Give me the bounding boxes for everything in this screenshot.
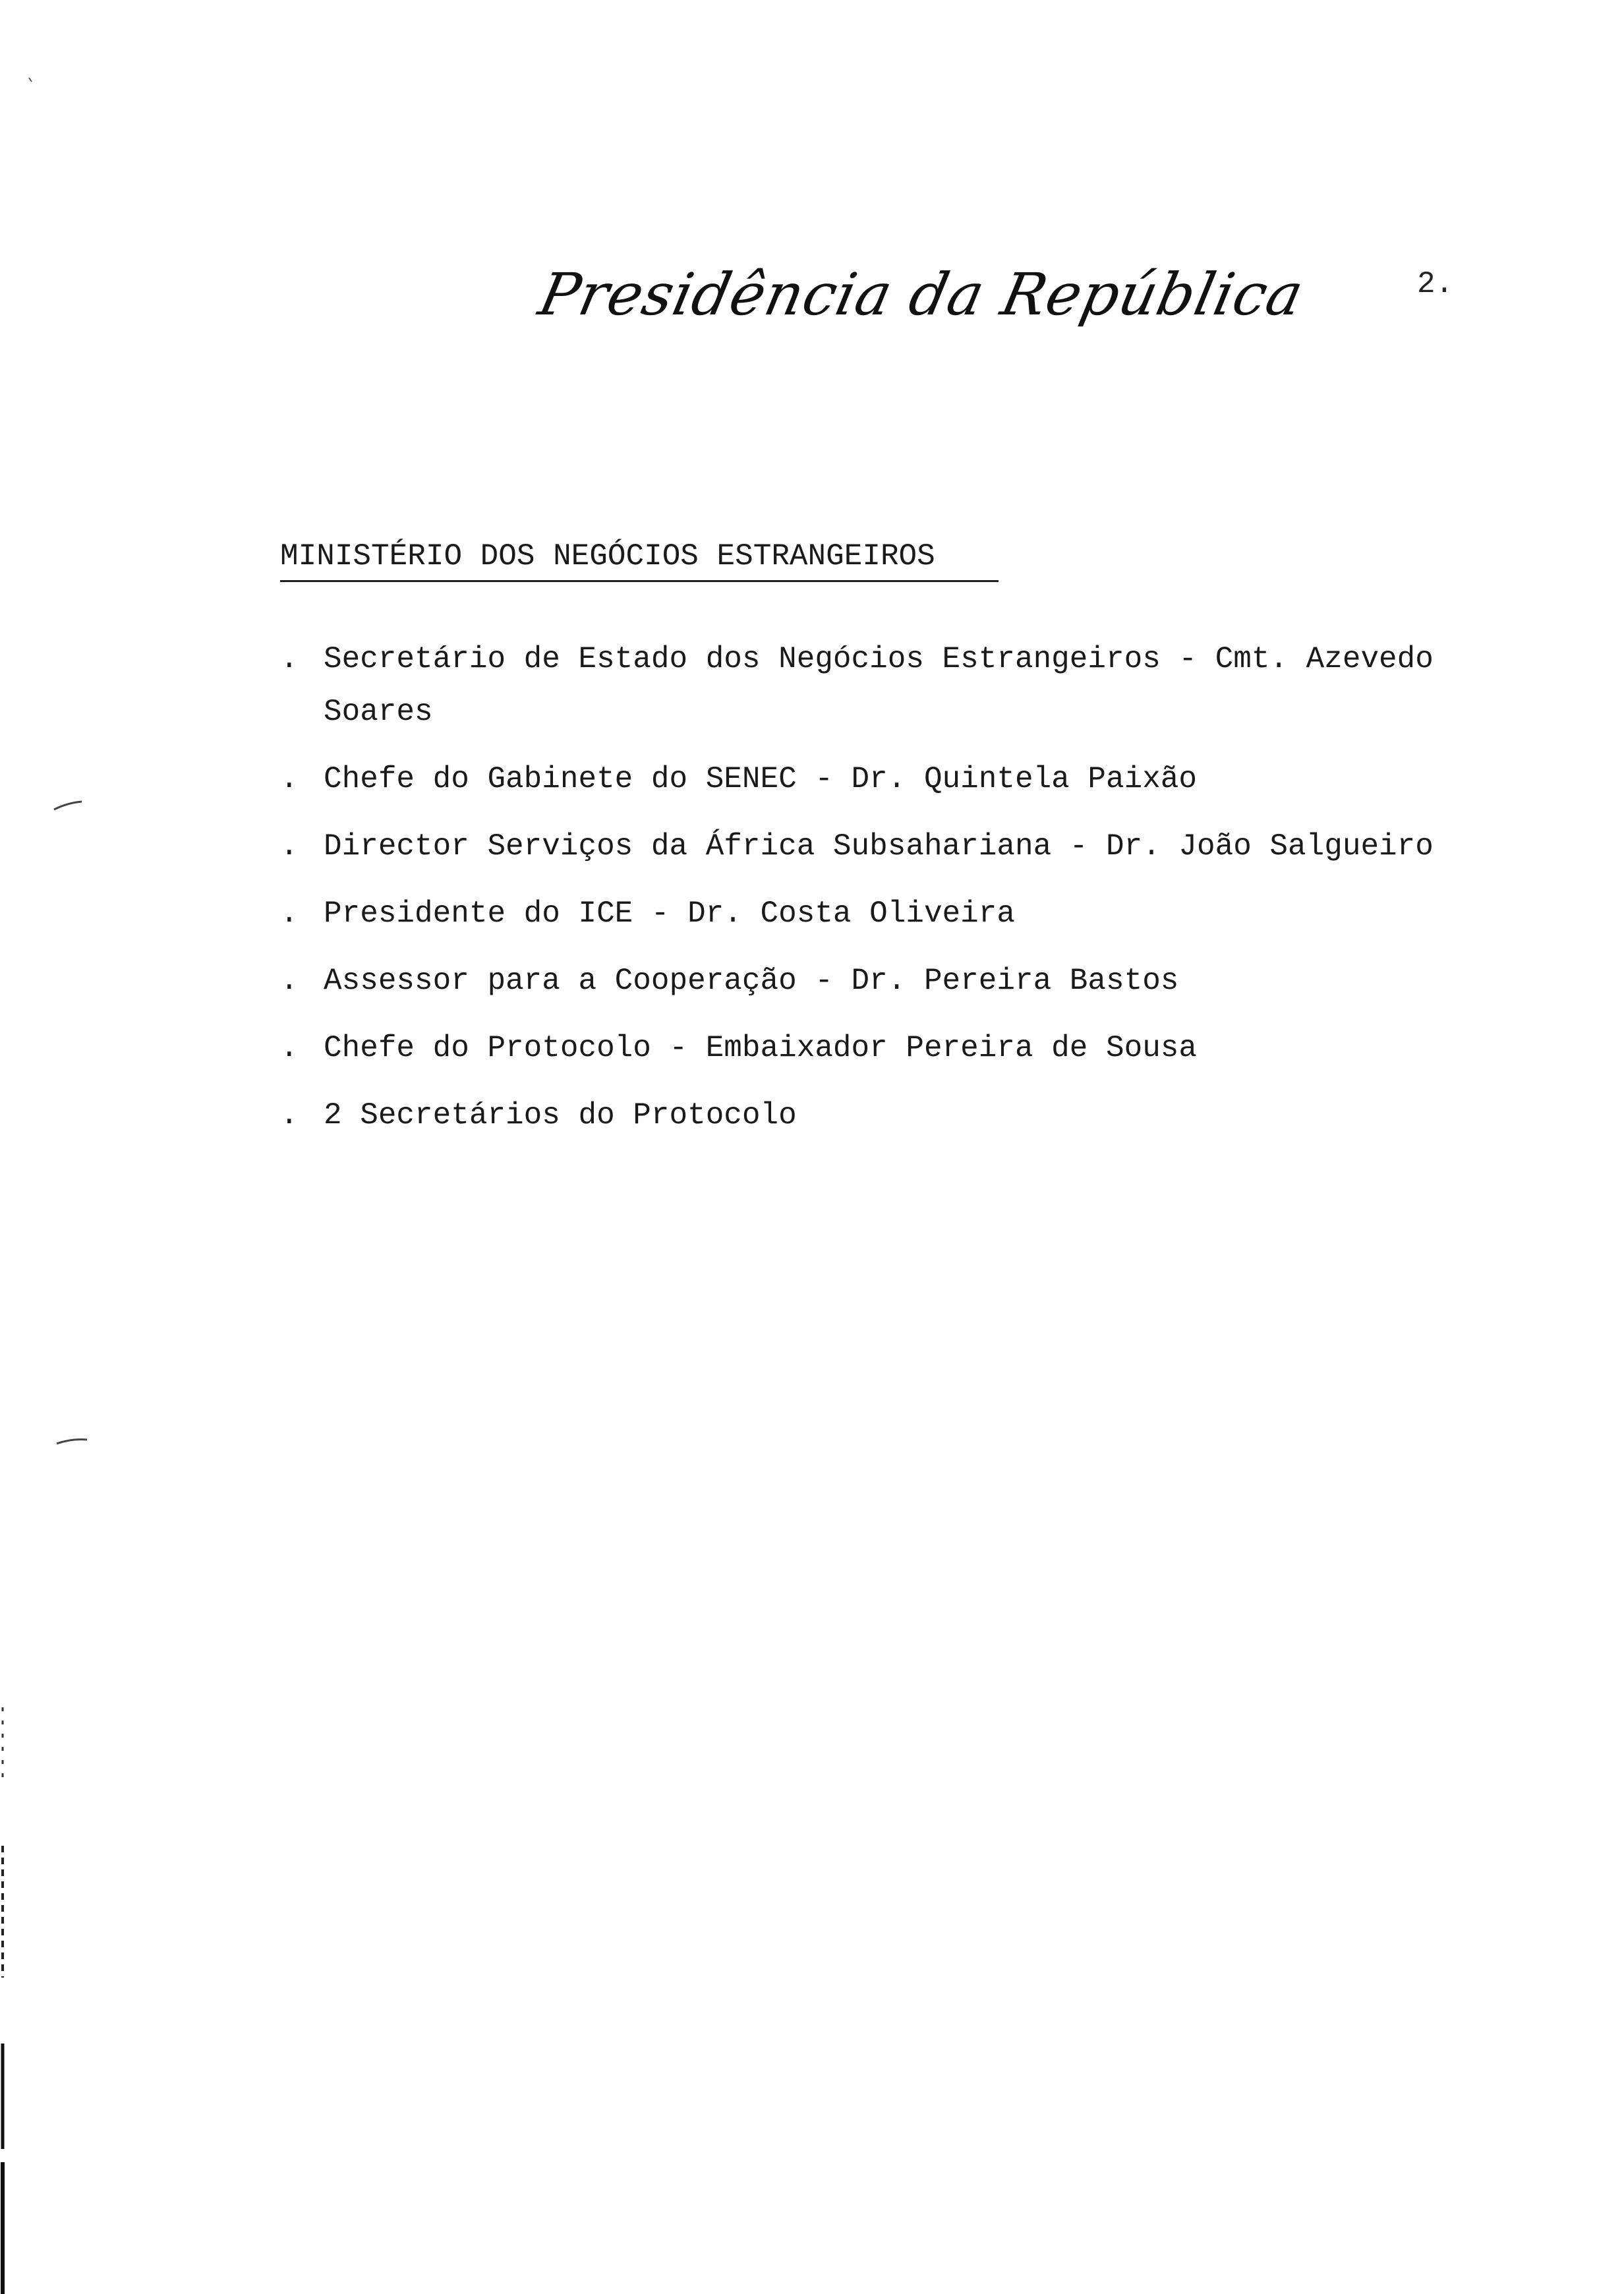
list-item-text: Assessor para a Cooperação - Dr. Pereira Bastos xyxy=(324,964,1179,998)
list-item xyxy=(280,753,1546,806)
list-bullet: . xyxy=(280,642,299,676)
attendee-list xyxy=(280,633,1546,1156)
page-number: 2. xyxy=(1417,267,1454,301)
section-title: MINISTÉRIO DOS NEGÓCIOS ESTRANGEIROS xyxy=(280,539,935,574)
list-bullet: . xyxy=(280,1031,299,1065)
list-item-text: 2 Secretários do Protocolo xyxy=(324,1098,797,1132)
list-item xyxy=(280,633,1546,738)
section-title-underline xyxy=(280,580,999,582)
list-item-text: Secretário de Estado dos Negócios Estrangeiros - Cmt. Azevedo Soares xyxy=(324,642,1434,729)
list-item xyxy=(280,1089,1546,1142)
list-item-text: Chefe do Gabinete do SENEC - Dr. Quintela Paixão xyxy=(324,762,1198,796)
list-item xyxy=(280,820,1546,873)
list-bullet: . xyxy=(280,897,299,931)
list-item xyxy=(280,1022,1546,1074)
list-bullet: . xyxy=(280,829,299,864)
list-item-text: Chefe do Protocolo - Embaixador Pereira de Sousa xyxy=(324,1031,1198,1065)
list-item-text: Presidente do ICE - Dr. Costa Oliveira xyxy=(324,897,1015,931)
list-bullet: . xyxy=(280,964,299,998)
letterhead-title: Presidência da República xyxy=(533,260,1310,328)
list-item xyxy=(280,955,1546,1007)
list-bullet: . xyxy=(280,1098,299,1132)
list-item-text: Director Serviços da África Subsahariana - Dr. João Salgueiro xyxy=(324,829,1434,864)
list-bullet: . xyxy=(280,762,299,796)
scan-margin-marks xyxy=(0,0,92,2294)
list-item xyxy=(280,887,1546,940)
